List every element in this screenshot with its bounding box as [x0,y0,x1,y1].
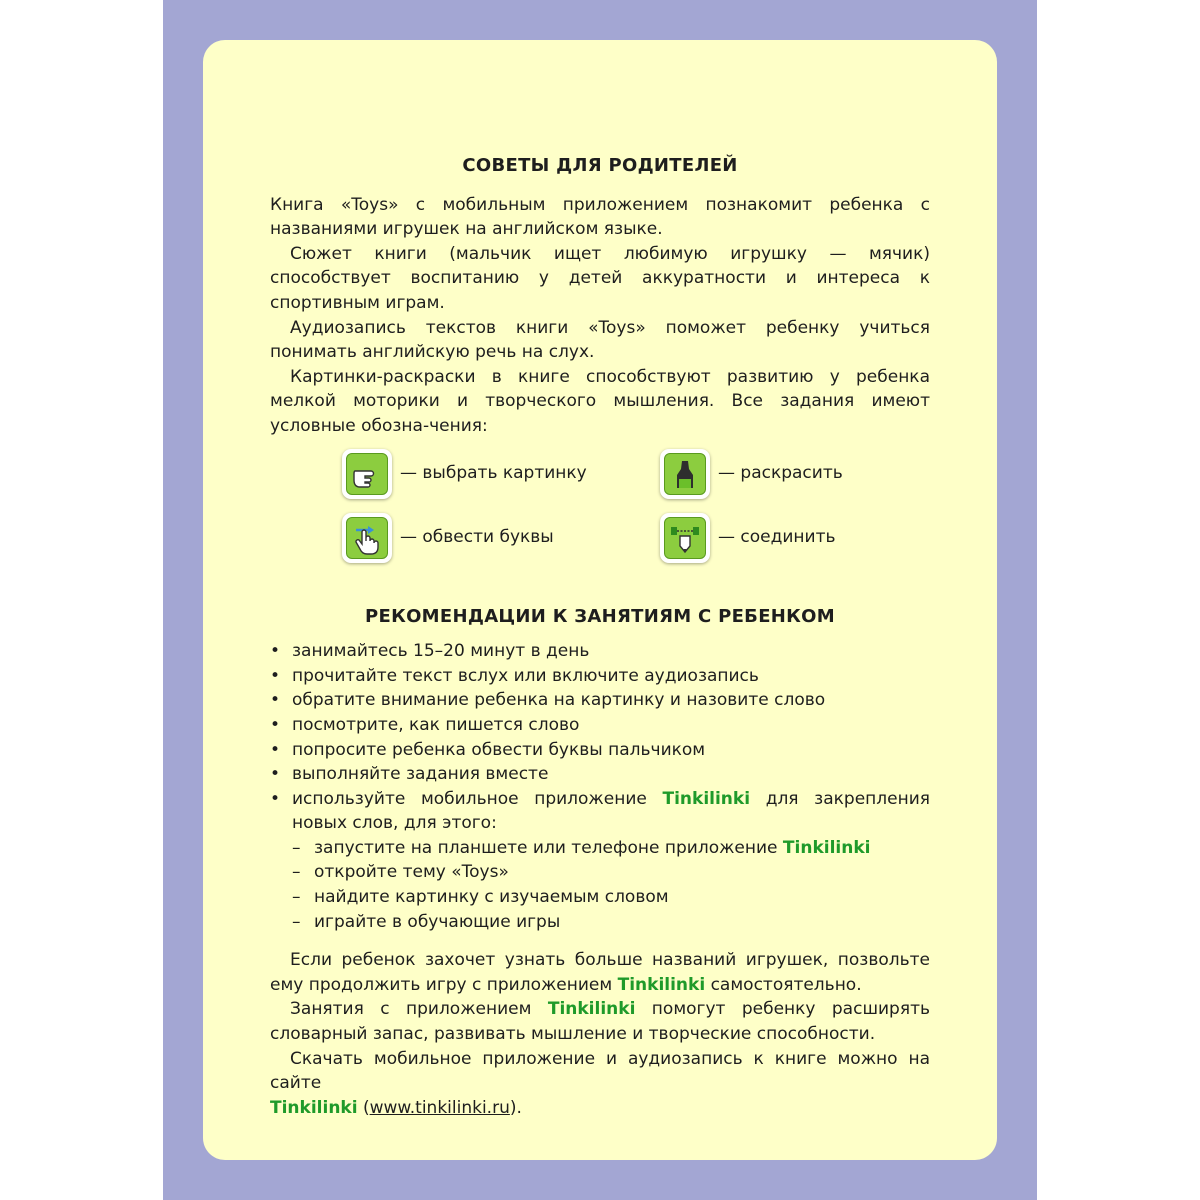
marker-icon [660,449,710,499]
list-item: • выполняйте задания вместе [270,762,930,787]
legend-pick [342,449,587,499]
content [270,154,930,1120]
list-item: • прочитайте текст вслух или включите аудиозапись [270,664,930,689]
brand-name: Tinkilinki [782,837,871,858]
list-item: – найдите картинку с изучаемым словом [270,885,930,910]
recommendations-list [270,639,930,836]
brand-name: Tinkilinki [270,1097,358,1118]
task-legend [270,449,930,583]
legend-connect [660,513,836,563]
paragraph-plot: Сюжет книги (мальчик ищет любимую игрушку — мячик) способствует воспитанию у детей аккуратности и интереса к спортивным играм. [270,243,930,313]
brand-name: Tinkilinki [662,788,751,809]
paragraph-download: Скачать мобильное приложение и аудиозапись к книге можно на сайте Tinkilinki (www.tinkilinki.ru). [270,1048,930,1118]
tracing-finger-icon [342,513,392,563]
legend-color-label: — раскрасить [718,463,843,484]
paragraph-audio: Аудиозапись текстов книги «Toys» поможет ребенку учиться понимать английскую речь на слух. [270,317,930,363]
section-title-recommendations: РЕКОМЕНДАЦИИ К ЗАНЯТИЯМ С РЕБЕНКОМ [364,605,835,627]
brand-name: Tinkilinki [617,974,706,995]
list-item: • обратите внимание ребенка на картинку и назовите слово [270,688,930,713]
list-item: • посмотрите, как пишется слово [270,713,930,738]
section-title-tips: СОВЕТЫ ДЛЯ РОДИТЕЛЕЙ [462,155,738,176]
list-item-text: для закрепления новых слов, для этого: [292,788,930,834]
connect-pencil-icon [660,513,710,563]
list-item [270,836,930,861]
list-item: • попросите ребенка обвести буквы пальчиком [270,738,930,763]
paragraph-coloring: Картинки-раскраски в книге способствуют развитию у ребенка мелкой моторики и творческого мышления. Все задания имеют условные обозна-чения: [270,366,930,436]
legend-color [660,449,843,499]
list-item-text: используйте мобильное приложение [292,788,663,809]
list-item-text: запустите на планшете или телефоне приложение [314,837,783,858]
app-steps-list [270,836,930,934]
list-item: • занимайтесь 15–20 минут в день [270,639,930,664]
legend-pick-label: — выбрать картинку [400,463,587,484]
paragraph-benefits: Занятия с приложением Tinkilinki помогут ребенку расширять словарный запас, развивать мышление и творческие способности. [270,999,930,1045]
list-item [270,787,930,836]
brand-name: Tinkilinki [547,999,636,1020]
pointing-hand-icon [342,449,392,499]
legend-trace [342,513,554,563]
legend-connect-label: — соединить [718,527,836,548]
paragraph-more-toys: Если ребенок захочет узнать больше названий игрушек, позвольте ему продолжить игру с приложением Tinkilinki самостоятельно. [270,950,930,995]
website-link[interactable]: www.tinkilinki.ru [369,1097,510,1118]
legend-trace-label: — обвести буквы [400,527,554,548]
list-item: – откройте тему «Toys» [270,860,930,885]
paragraph-intro: Книга «Toys» с мобильным приложением познакомит ребенка с названиями игрушек на английском языке. [270,194,930,240]
list-item: – играйте в обучающие игры [270,910,930,935]
